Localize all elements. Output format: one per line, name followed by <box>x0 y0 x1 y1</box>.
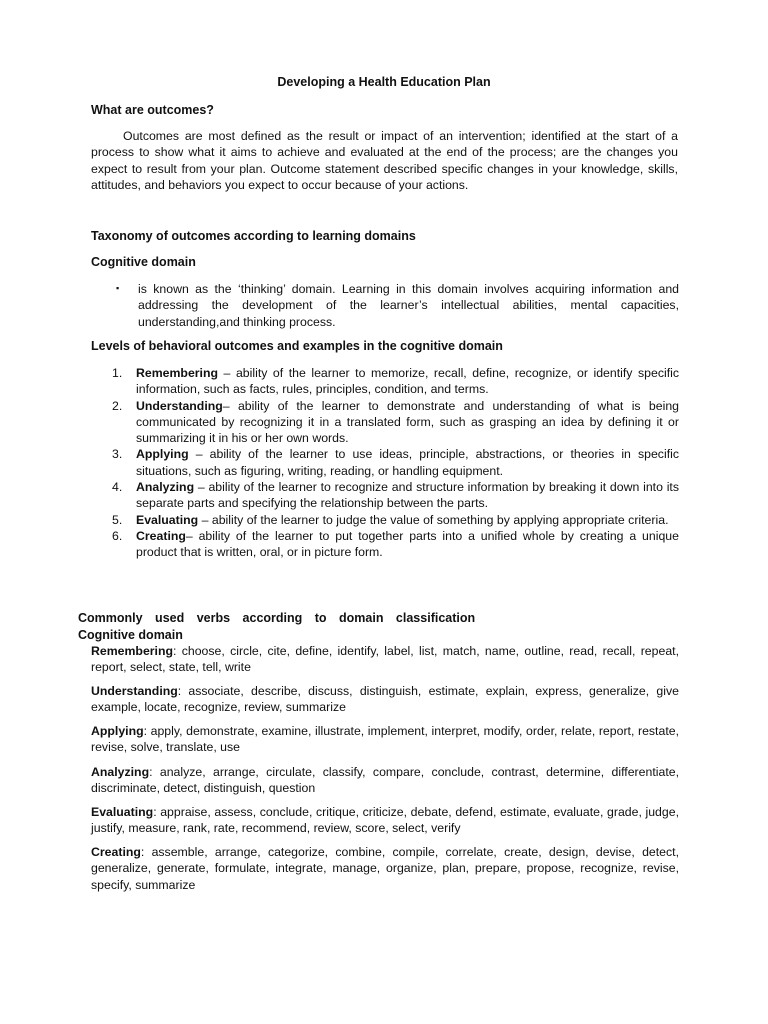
levels-list <box>91 365 679 561</box>
level-term: Analyzing <box>136 480 195 495</box>
list-item <box>91 398 679 447</box>
level-text: – ability of the learner to memorize, recall, define, recognize, or identify specific information, such as facts, rules, principles, condition, and terms. <box>136 366 679 397</box>
bullet-marker: ▪ <box>116 283 120 293</box>
level-term: Remembering <box>136 366 219 380</box>
level-term: Applying <box>136 447 189 462</box>
level-text: – ability of the learner to use ideas, principle, abstractions, or theories in specific situations, such as figuring, writing, reading, or handling equipment. <box>136 447 679 478</box>
list-number: 6. <box>112 528 123 543</box>
levels-heading: Levels of behavioral outcomes and examples in the cognitive domain <box>91 339 503 353</box>
verb-list: : analyze, arrange, circulate, classify, compare, conclude, contrast, determine, differentiate, discriminate, detect, distinguish, question <box>91 765 679 796</box>
verbs-heading: Commonly used verbs according to domain classification <box>78 611 476 625</box>
level-text: – ability of the learner to put together parts into a unified whole by creating a unique product that is written, oral, or in picture form. <box>136 528 679 560</box>
verb-list: : choose, circle, cite, define, identify, label, list, match, name, outline, read, recall, repeat, report, select, state, tell, write <box>91 644 679 675</box>
verb-list: : associate, describe, discuss, distinguish, estimate, explain, express, generalize, give example, locate, recognize, review, summarize <box>91 684 679 715</box>
verbs-applying <box>91 723 679 756</box>
cognitive-domain-heading: Cognitive domain <box>91 255 196 269</box>
list-item <box>91 528 679 561</box>
outcomes-heading: What are outcomes? <box>91 103 214 117</box>
level-term: Understanding <box>136 398 223 413</box>
list-item <box>91 512 679 528</box>
verb-term: Remembering <box>91 644 174 658</box>
list-number: 4. <box>112 480 123 495</box>
verb-term: Applying <box>91 724 144 738</box>
verbs-creating <box>91 844 679 893</box>
list-number: 1. <box>112 366 123 380</box>
level-text: – ability of the learner to demonstrate and understanding of what is being communicated by recognizing it in a translated form, such as grasping an idea by defining it or summarizing it in his or her own words. <box>136 398 679 446</box>
verb-list: : assemble, arrange, categorize, combine, compile, correlate, create, design, devise, detect, generalize, generate, formulate, integrate, manage, organize, plan, prepare, propose, recognize, revise, specify, summarize <box>91 845 679 892</box>
list-item <box>91 281 679 330</box>
list-number: 3. <box>112 447 123 462</box>
verb-list: : apply, demonstrate, examine, illustrate, implement, interpret, modify, order, relate, report, restate, revise, solve, translate, use <box>91 724 679 755</box>
verb-list: : appraise, assess, conclude, critique, criticize, debate, defend, estimate, evaluate, grade, judge, justify, measure, rank, rate, recommend, review, score, select, verify <box>91 805 679 836</box>
verb-term: Understanding <box>91 684 178 698</box>
verbs-evaluating <box>91 804 679 837</box>
document-title: Developing a Health Education Plan <box>277 75 491 89</box>
verb-term: Creating <box>91 845 141 859</box>
verb-term: Evaluating <box>91 805 154 819</box>
list-number: 2. <box>112 398 123 413</box>
verbs-remembering <box>91 643 679 676</box>
level-term: Creating <box>136 528 186 543</box>
level-term: Evaluating <box>136 512 199 527</box>
list-item <box>91 446 679 479</box>
list-item <box>91 479 679 512</box>
level-text: – ability of the learner to recognize and structure information by breaking it down into its separate parts and specifying the relationship between the parts. <box>136 480 679 511</box>
taxonomy-heading: Taxonomy of outcomes according to learning domains <box>91 229 416 243</box>
verbs-analyzing <box>91 764 679 797</box>
verb-term: Analyzing <box>91 765 150 779</box>
verbs-cognitive-heading: Cognitive domain <box>78 628 183 642</box>
cognitive-bullet-text: is known as the ‘thinking’ domain. Learning in this domain involves acquiring information and addressing the development of the learner’s intellectual abilities, mental capacities, understanding,and thinking process. <box>138 282 679 329</box>
level-text: – ability of the learner to judge the value of something by applying appropriate criteria. <box>198 512 669 527</box>
list-number: 5. <box>112 512 123 527</box>
list-item <box>91 365 679 398</box>
verbs-understanding <box>91 683 679 716</box>
cognitive-bullet-list <box>91 281 679 330</box>
outcomes-paragraph: Outcomes are most defined as the result or impact of an intervention; identified at the start of a process to show what it aims to achieve and evaluated at the end of the process; are the changes you expect to result from your plan. Outcome statement described specific changes in your knowledge, skills, attitudes, and behaviors you expect to occur because of your actions. <box>91 129 678 192</box>
